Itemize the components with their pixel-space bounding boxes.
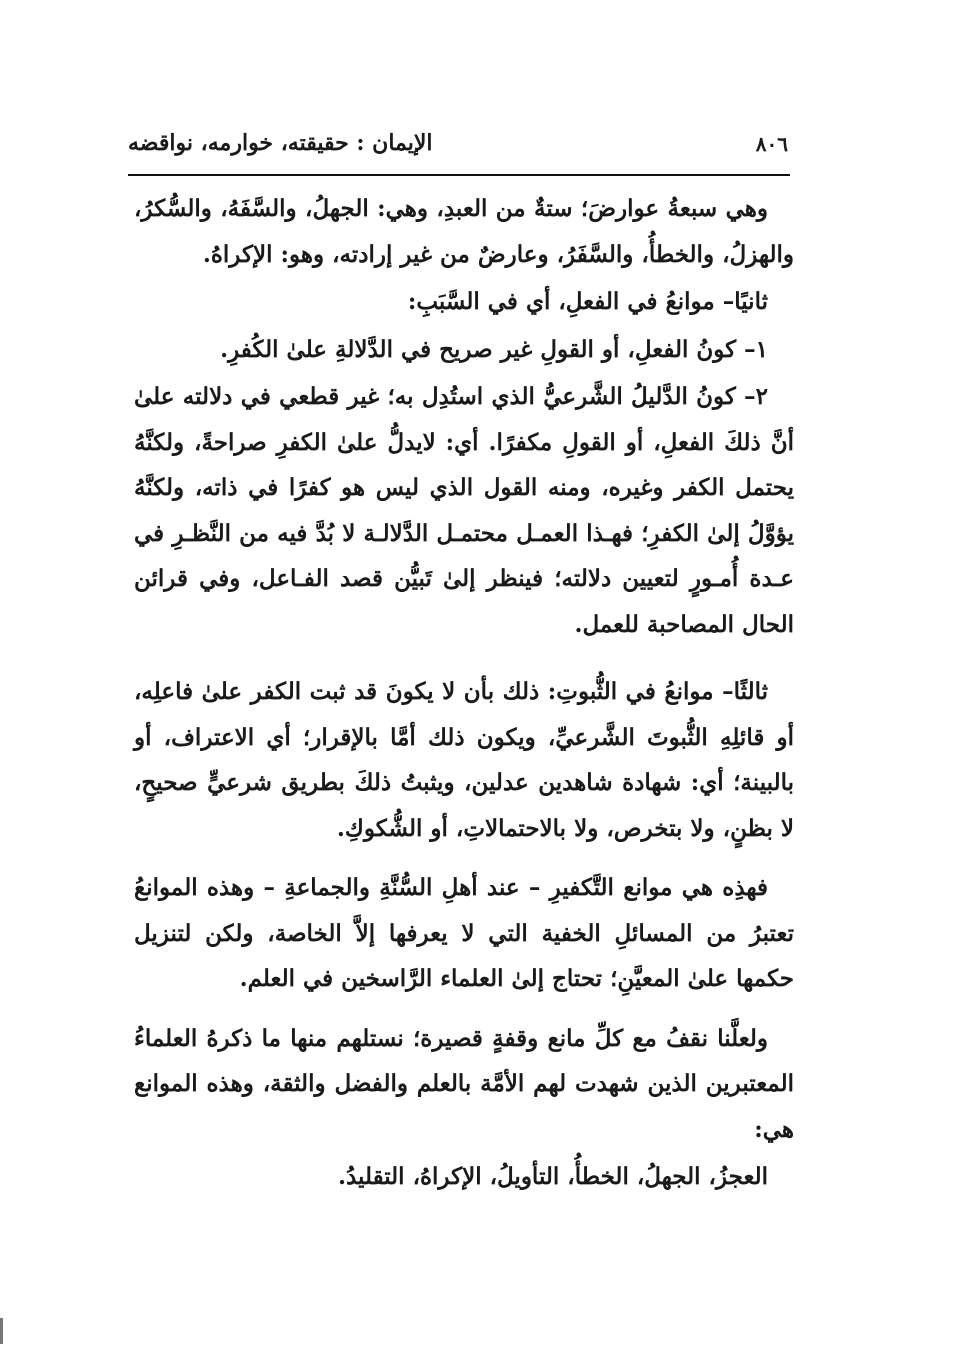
paragraph-second-heading: ثانيًا– موانعُ في الفعلِ، أي في السَّبَبِ: [407,288,768,315]
header-rule [128,174,790,176]
paragraph-third-heading: ثالثًا– موانعُ في الثُّبوتِ: ذلك بأن لا يكونَ قد ثبت الكفر علىٰ فاعلِه، أو قائلِهِ الثُّبوتَ الشَّرعيِّ، ويكون ذلك أمَّا بالإقرار؛ أي الاعتراف، أو بالبينة؛ أي: شهادة شاهدين عدلين، ويثبتُ ذلكَ بطريق شرعيٍّ صحيحٍ، لا بظنٍ، ولا بتخرص، ولا بالاحتمالاتِ، أو الشُّكوكِ. [134,678,794,842]
paragraph-intro: وهي سبعةُ عوارضَ؛ ستةٌ من العبدِ، وهي: الجهلُ، والسَّفَهُ، والسُّكرُ، والهزلُ، والخطأُ، والسَّفَرُ، وعارضٌ من غير إرادته، وهو: الإكراهُ. [134,195,794,268]
paragraph-impediments-list: العجزُ، الجهلُ، الخطأُ، التأويلُ، الإكراهُ، التقليدُ. [337,1163,768,1190]
paragraph-point-one: ١– كونُ الفعلِ، أو القولِ غير صريح في الدَّلالةِ علىٰ الكُفرِ. [220,335,768,363]
paragraph-point-two: ٢– كونُ الدَّليلُ الشَّرعيُّ الذي استُدِل به؛ غير قطعي في دلالته علىٰ أنَّ ذلكَ الفعلِ، أو القولِ مكفرًا. أي: لايدلُّ علىٰ الكفرِ صراحةً، ولكنَّهُ يحتمل الكفر وغيره، ومنه القول الذي ليس هو كفرًا في ذاته، ولكنَّهُ يؤوَّلُ إلىٰ الكفرِ؛ فهـذا العمـل محتمـل الدَّلالـة لا بُدَّ فيه من النَّظـرِ في عـدة أُمـورٍ لتعيين دلالته؛ فينظر إلىٰ تَبيُّن قصد الفـاعل، وفي قرائن الحال المصاحبة للعمل. [134,383,794,638]
page-header [128,128,788,168]
paragraph-pause: ولعلَّنا نقفُ مع كلِّ مانع وقفةٍ قصيرة؛ نستلهم منها ما ذكرهُ العلماءُ المعتبرين الذين شهدت لهم الأمَّة بالعلم والفضل والثقة، وهذه الموانع هي: [134,1024,794,1143]
paragraph-summary: فهذِه هي موانع التَّكفيرِ – عند أهلِ السُّنَّةِ والجماعةِ – وهذه الموانعُ تعتبرُ من المسائلِ الخفية التي لا يعرفها إلاَّ الخاصة، ولكن لتنزيل حكمها علىٰ المعيَّنِ؛ تحتاج إلىٰ العلماء الرَّاسخين في العلم. [134,874,794,992]
page-body [134,186,794,1200]
page-number: ٨٠٦ [755,132,788,156]
running-title: الإيمان : حقيقته، خوارمه، نواقضه [128,130,433,156]
scan-edge-mark [0,1318,3,1344]
